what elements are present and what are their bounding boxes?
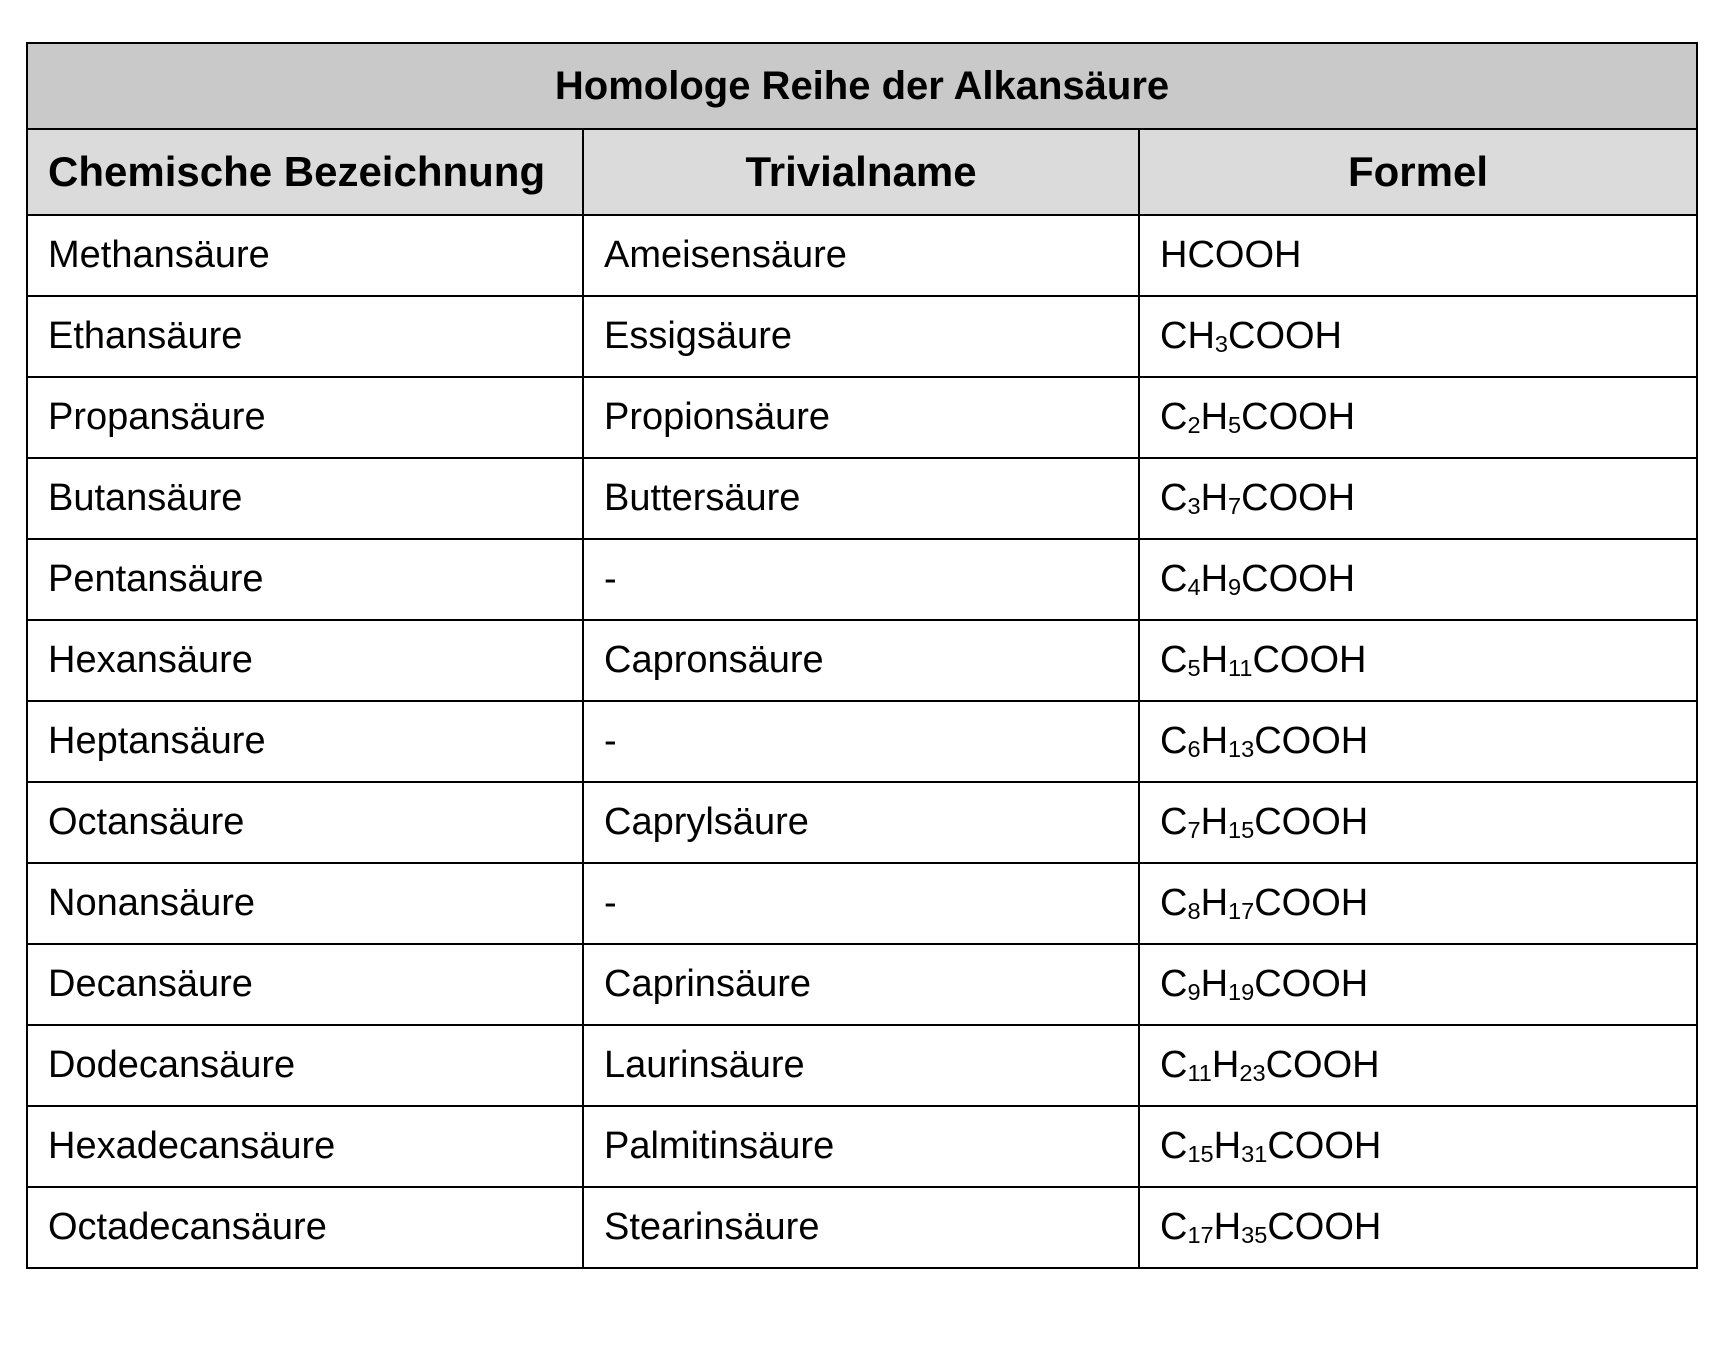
cell-chemical-name: Dodecansäure xyxy=(27,1025,583,1106)
table-row xyxy=(27,944,1697,1025)
cell-chemical-name: Decansäure xyxy=(27,944,583,1025)
table-row xyxy=(27,701,1697,782)
formula-subscript: 31 xyxy=(1241,1141,1268,1168)
table-row xyxy=(27,377,1697,458)
formula-text: C xyxy=(1160,477,1188,519)
table-row xyxy=(27,782,1697,863)
cell-trivial-name: Capronsäure xyxy=(583,620,1139,701)
formula-text: C xyxy=(1160,1125,1188,1167)
alkanoic-acid-table xyxy=(26,42,1698,1269)
formula-text: COOH xyxy=(1265,1044,1380,1086)
cell-chemical-name: Methansäure xyxy=(27,215,583,296)
table-row xyxy=(27,1025,1697,1106)
formula-text: H xyxy=(1200,963,1229,1005)
cell-formula xyxy=(1139,458,1697,539)
cell-trivial-name: - xyxy=(583,701,1139,782)
formula-subscript: 5 xyxy=(1228,412,1242,439)
formula-subscript: 7 xyxy=(1187,817,1201,844)
table-title: Homologe Reihe der Alkansäure xyxy=(27,43,1697,129)
cell-formula xyxy=(1139,1187,1697,1268)
formula-subscript: 7 xyxy=(1228,493,1242,520)
cell-chemical-name: Propansäure xyxy=(27,377,583,458)
cell-trivial-name: - xyxy=(583,863,1139,944)
formula-subscript: 17 xyxy=(1187,1222,1214,1249)
formula-subscript: 11 xyxy=(1228,655,1253,682)
formula-text: H xyxy=(1213,1206,1242,1248)
formula-text: C xyxy=(1160,396,1188,438)
cell-chemical-name: Pentansäure xyxy=(27,539,583,620)
cell-formula xyxy=(1139,701,1697,782)
formula-text: H xyxy=(1200,720,1229,762)
formula-text: COOH xyxy=(1254,801,1369,843)
table-title-row xyxy=(27,43,1697,129)
formula-text: C xyxy=(1160,1044,1188,1086)
formula-subscript: 9 xyxy=(1187,979,1201,1006)
formula-text: H xyxy=(1213,1125,1242,1167)
cell-trivial-name: Stearinsäure xyxy=(583,1187,1139,1268)
cell-formula xyxy=(1139,1025,1697,1106)
table-row xyxy=(27,296,1697,377)
cell-formula xyxy=(1139,539,1697,620)
formula-subscript: 4 xyxy=(1187,574,1201,601)
formula-text: C xyxy=(1160,963,1188,1005)
cell-formula xyxy=(1139,296,1697,377)
table-row xyxy=(27,1106,1697,1187)
formula-subscript: 35 xyxy=(1241,1222,1268,1249)
formula-subscript: 19 xyxy=(1228,979,1255,1006)
cell-trivial-name: - xyxy=(583,539,1139,620)
formula-subscript: 15 xyxy=(1228,817,1255,844)
cell-trivial-name: Ameisensäure xyxy=(583,215,1139,296)
cell-chemical-name: Octadecansäure xyxy=(27,1187,583,1268)
formula-text: COOH xyxy=(1252,639,1367,681)
formula-text: COOH xyxy=(1241,558,1356,600)
formula-text: HCOOH xyxy=(1160,234,1302,276)
formula-text: COOH xyxy=(1241,396,1356,438)
formula-subscript: 2 xyxy=(1187,412,1201,439)
formula-text: H xyxy=(1200,801,1229,843)
table-header-row xyxy=(27,129,1697,215)
formula-text: H xyxy=(1200,396,1229,438)
cell-trivial-name: Caprylsäure xyxy=(583,782,1139,863)
formula-text: C xyxy=(1160,1206,1188,1248)
table-row xyxy=(27,863,1697,944)
cell-trivial-name: Laurinsäure xyxy=(583,1025,1139,1106)
formula-subscript: 15 xyxy=(1187,1141,1214,1168)
cell-formula xyxy=(1139,782,1697,863)
cell-formula xyxy=(1139,944,1697,1025)
formula-text: COOH xyxy=(1267,1206,1382,1248)
header-trivial-name: Trivialname xyxy=(583,129,1139,215)
table-row xyxy=(27,1187,1697,1268)
formula-text: H xyxy=(1200,639,1229,681)
formula-subscript: 13 xyxy=(1228,736,1255,763)
header-chemical-name: Chemische Bezeichnung xyxy=(27,129,583,215)
formula-subscript: 3 xyxy=(1187,493,1201,520)
table-body xyxy=(27,215,1697,1268)
formula-text: COOH xyxy=(1228,315,1342,357)
cell-formula xyxy=(1139,377,1697,458)
cell-formula xyxy=(1139,1106,1697,1187)
formula-text: COOH xyxy=(1254,963,1369,1005)
formula-subscript: 23 xyxy=(1239,1060,1266,1087)
cell-chemical-name: Ethansäure xyxy=(27,296,583,377)
header-formula: Formel xyxy=(1139,129,1697,215)
formula-text: H xyxy=(1200,882,1229,924)
cell-trivial-name: Essigsäure xyxy=(583,296,1139,377)
formula-text: C xyxy=(1160,801,1188,843)
cell-formula xyxy=(1139,215,1697,296)
cell-chemical-name: Nonansäure xyxy=(27,863,583,944)
cell-formula xyxy=(1139,863,1697,944)
table-row xyxy=(27,539,1697,620)
formula-subscript: 17 xyxy=(1228,898,1255,925)
formula-text: C xyxy=(1160,558,1188,600)
cell-chemical-name: Hexadecansäure xyxy=(27,1106,583,1187)
formula-text: C xyxy=(1160,720,1188,762)
formula-text: H xyxy=(1200,477,1229,519)
formula-text: COOH xyxy=(1241,477,1356,519)
formula-subscript: 11 xyxy=(1187,1060,1212,1087)
formula-text: H xyxy=(1211,1044,1240,1086)
formula-subscript: 9 xyxy=(1228,574,1242,601)
formula-text: H xyxy=(1200,558,1229,600)
formula-text: COOH xyxy=(1254,882,1369,924)
formula-subscript: 8 xyxy=(1187,898,1201,925)
cell-formula xyxy=(1139,620,1697,701)
cell-trivial-name: Caprinsäure xyxy=(583,944,1139,1025)
table-row xyxy=(27,458,1697,539)
formula-text: CH xyxy=(1160,315,1215,357)
table-row xyxy=(27,620,1697,701)
cell-chemical-name: Hexansäure xyxy=(27,620,583,701)
table-row xyxy=(27,215,1697,296)
formula-text: COOH xyxy=(1267,1125,1382,1167)
formula-subscript: 5 xyxy=(1187,655,1201,682)
formula-text: C xyxy=(1160,882,1188,924)
formula-text: COOH xyxy=(1254,720,1369,762)
formula-subscript: 6 xyxy=(1187,736,1201,763)
cell-chemical-name: Heptansäure xyxy=(27,701,583,782)
formula-subscript: 3 xyxy=(1214,331,1228,358)
formula-text: C xyxy=(1160,639,1188,681)
cell-trivial-name: Buttersäure xyxy=(583,458,1139,539)
cell-trivial-name: Propionsäure xyxy=(583,377,1139,458)
cell-chemical-name: Butansäure xyxy=(27,458,583,539)
cell-chemical-name: Octansäure xyxy=(27,782,583,863)
cell-trivial-name: Palmitinsäure xyxy=(583,1106,1139,1187)
